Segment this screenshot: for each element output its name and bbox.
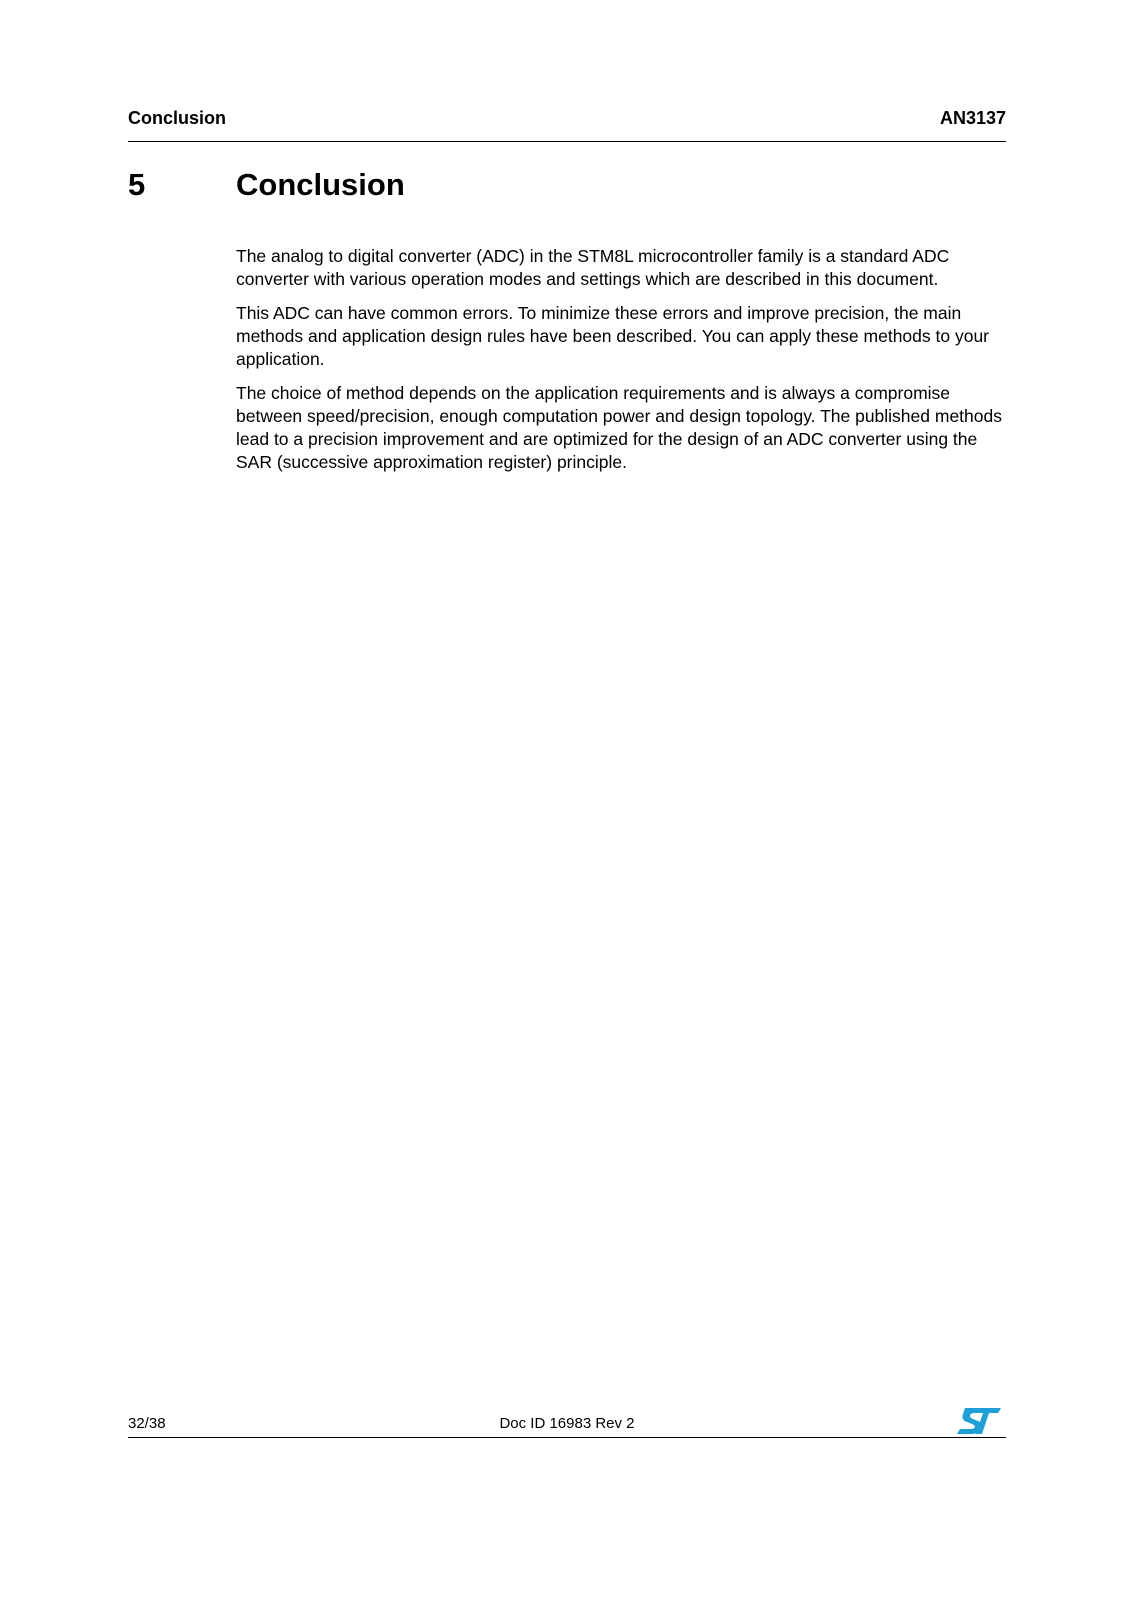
section-title: Conclusion — [236, 167, 405, 202]
st-logo-icon — [956, 1407, 1002, 1439]
header-divider — [128, 141, 1006, 142]
header-doc-code: AN3137 — [939, 108, 1006, 128]
section-heading — [128, 165, 405, 205]
running-header — [128, 108, 1006, 129]
section-number: 5 — [128, 167, 146, 202]
page-number: 32/38 — [128, 1415, 166, 1432]
paragraph: The analog to digital converter (ADC) in the STM8L microcontroller family is a standard ADC converter with various operation modes and settings which are described in this document. — [236, 246, 950, 289]
footer-divider — [128, 1437, 1006, 1438]
paragraph: The choice of method depends on the application requirements and is always a compromise between speed/precision, enough computation power and design topology. The published methods lead to a precision improvement and are optimized for the design of an ADC converter using the SAR (successive approximation register) principle. — [236, 383, 1002, 472]
doc-id: Doc ID 16983 Rev 2 — [499, 1415, 635, 1432]
paragraph: This ADC can have common errors. To minimize these errors and improve precision, the main methods and application design rules have been described. You can apply these methods to your application. — [236, 303, 990, 369]
header-section-title: Conclusion — [128, 108, 226, 128]
body-text — [236, 245, 1010, 485]
